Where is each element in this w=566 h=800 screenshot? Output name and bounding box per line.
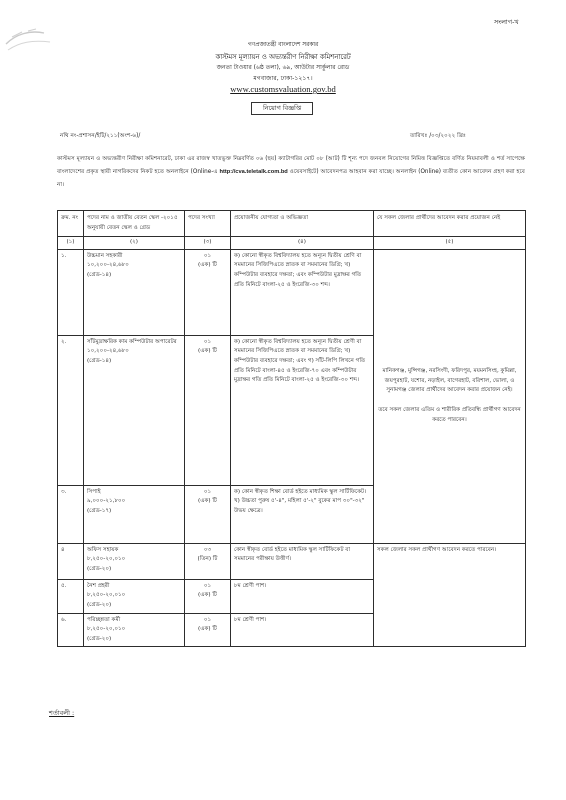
post-count: ০১ — [203, 252, 212, 259]
column-number: (১) — [58, 237, 84, 250]
row-qualification: ৮ম শ্রেণী পাশ। — [231, 613, 374, 647]
row-post — [84, 335, 185, 485]
pay-scale: ৯,০০০-২১,৮০০ — [87, 498, 126, 505]
post-count: ০১ — [203, 338, 212, 345]
row-post — [84, 579, 185, 613]
header-qualification: প্রয়োজনীয় যোগ্যতা ও অভিজ্ঞতা — [231, 211, 374, 237]
office-name: কাস্টমস মূল্যায়ন ও অভ্যন্তরীণ নিরীক্ষা কমিশনারেট — [215, 53, 351, 61]
row-serial: ১. — [58, 249, 84, 335]
pay-scale: ১০,২০০-২৪,৬৮০ — [87, 348, 129, 355]
pay-grade: (গ্রেড-১৪) — [87, 271, 112, 278]
vacancy-table — [57, 210, 526, 647]
row-count — [185, 485, 231, 543]
pay-scale: ১০,২০০-২৪,৬৮০ — [87, 262, 129, 269]
row-qualification: ক) কোনো স্বীকৃত বিশ্ববিদ্যালয় হতে অন্যূন দ্বিতীয় শ্রেণী বা সমমানের সিজিপিএতে স্নাতক বা সমমানের ডিগ্রি; খ) কম্পিউটার ব্যবহারে দক্ষতা; এবং গ) সাঁট-লিপি লিখনে গতি প্রতি মিনিটে বাংলা-৪৫ ও ইংরেজি-৭০ এবং কম্পিউটার মুদ্রাক্ষর গতি প্রতি মিনিটে বাংলা-২৫ ও ইংরেজি-৩০ শব্দ। — [231, 335, 374, 485]
pay-grade: (গ্রেড-১৭) — [87, 507, 112, 514]
header-post-name: পদের নাম ও জাতীয় বেতন স্কেল -২০১৫ অনুযায়ী বেতন স্কেল ও গ্রেড — [84, 211, 185, 237]
post-name: নৈশ প্রহরী — [87, 582, 110, 589]
post-count-words: (এক) টি — [198, 498, 217, 505]
notice-title: নিয়োগ বিজ্ঞপ্তি — [251, 102, 313, 115]
row-qualification: ক) কোনো স্বীকৃত বিশ্ববিদ্যালয় হতে অন্যূন দ্বিতীয় শ্রেণি বা সমমানের সিজিপিএতে স্নাতক বা সমমানের ডিগ্রি; খ) কম্পিউটার ব্যবহারে দক্ষতা; এবং কম্পিউটার মুদ্রাক্ষর গতি প্রতি মিনিটে বাংলা-২৫ ও ইংরেজি-৩০ শব্দ। — [231, 249, 374, 335]
post-count-words: (তিন) টি — [197, 556, 218, 563]
terms-heading: শর্তাবলী : — [49, 709, 75, 717]
pay-grade: (গ্রেড-২০) — [87, 635, 112, 642]
memo-number: নথি নং-প্রশাসন/ইটি/২১১(অংশ-৬)/ — [60, 133, 141, 139]
column-number: (৪) — [231, 237, 374, 250]
column-number: (৫) — [374, 237, 526, 250]
government-name: গণপ্রজাতন্ত্রী বাংলাদেশ সরকার — [247, 42, 319, 48]
row-post — [84, 613, 185, 647]
post-name: উচ্চমান সহকারী — [87, 252, 123, 259]
table-row — [58, 543, 526, 579]
excluded-districts-note: তবে সকল জেলার এতিম ও শারীরিক প্রতিবন্ধি প্রার্থীগণ আবেদন করতে পারবেন। — [378, 407, 521, 423]
post-name: পরিচ্ছন্নতা কর্মী — [87, 616, 121, 623]
row-count — [185, 613, 231, 647]
office-city-line: মগবাজার, ঢাকা-১২১৭। — [253, 75, 313, 82]
office-website-link[interactable]: www.customsvaluation.gov.bd — [230, 84, 336, 94]
pay-scale: ৮,২৫০-২০,০১০ — [87, 556, 126, 563]
application-website-link[interactable]: http://cva.teletalk.com.bd — [219, 169, 288, 175]
row-serial: ৩. — [58, 485, 84, 543]
row-count — [185, 579, 231, 613]
row-post — [84, 485, 185, 543]
post-count: ০১ — [203, 582, 212, 589]
post-count-words: (এক) টি — [198, 348, 217, 355]
header-post-count: পদের সংখ্যা — [185, 211, 231, 237]
pay-scale: ৮,২৫০-২০,০১০ — [87, 592, 126, 599]
memo-date: তারিখঃ /০৩/২০২২ খ্রিঃ — [410, 133, 466, 139]
post-name: সিপাই — [87, 488, 101, 495]
row-post — [84, 543, 185, 579]
row-qualification: ৮ম শ্রেণী পাশ। — [231, 579, 374, 613]
row-serial: ৬. — [58, 613, 84, 647]
intro-text-part1: কাস্টমস মূল্যায়ন ও অভ্যন্তরীণ নিরীক্ষা কমিশনারেট, ঢাকা এর রাজস্ব খাতভুক্ত নিম্নবর্ণিত ০৬ (ছয়) ক্যাটাগরির মোট ০৮ (আট) টি শূন্য পদে জনবল নিয়োগের নিমিত্ত বিজ্ঞপ্তিতে বর্ণিত নিয়মাবলী ও শর্ত সাপেক্ষে বাংলাদেশের প্রকৃত স্থায়ী নাগরিকদের নিকট হতে অনলাইনে (Online-এ — [57, 156, 525, 175]
row-serial: ২. — [58, 335, 84, 485]
pay-grade: (গ্রেড-২০) — [87, 565, 112, 572]
row-count — [185, 543, 231, 579]
notice-intro-paragraph — [57, 153, 525, 192]
post-name: অফিস সহায়ক — [87, 546, 119, 553]
row-count — [185, 249, 231, 335]
intro-text-part2: ওয়েবসাইটে) আবেদনপত্র আহবান করা যাচ্ছে। অনলাইন (Online) ব্যতীত কোন আবেদন গ্রহণ করা হবে না। — [57, 169, 525, 188]
post-count-words: (এক) টি — [198, 592, 217, 599]
annex-label: সংলাগ-খ — [494, 18, 519, 26]
office-address-line: জনতা টাওয়ার (৬ষ্ঠ তলা), ৬৯, আউটার সার্কুলার রোড — [216, 64, 350, 71]
pay-grade: (গ্রেড-১৪) — [87, 357, 112, 364]
post-count: ০১ — [203, 488, 212, 495]
post-count: ০৩ — [203, 546, 212, 553]
row-qualification: ক) কোন স্বীকৃত শিক্ষা বোর্ড হইতে মাধ্যমিক স্কুল সার্টিফিকেট। খ) উচ্চতা পুরুষ ৫'-৪", মহিলা ৫'-২" বুকের মাপ ৩০"-৩২" উভয় ক্ষেত্রে। — [231, 485, 374, 543]
header-serial: ক্রম. নং — [58, 211, 84, 237]
table-header-row — [58, 211, 526, 237]
table-row — [58, 249, 526, 335]
row-serial: ৪ — [58, 543, 84, 579]
all-districts-eligible-cell: সকল জেলার সকল প্রার্থীগণ আবেদন করতে পারবেন। — [374, 543, 526, 647]
post-name: সাঁটমুদ্রাক্ষরিক কাম কম্পিউটার অপারেটর — [87, 338, 177, 345]
column-number: (৩) — [185, 237, 231, 250]
pay-scale: ৮,২৫০-২০,০১০ — [87, 626, 126, 633]
excluded-districts-list: মানিকগঞ্জ, মুন্সিগঞ্জ, নরসিংদী, ফরিদপুর, ময়মনসিংহ, কুমিল্লা, জয়পুরহাট, যশোর, নড়াইল, বাগেরহাট, বরিশাল, ভোলা, ও সুনামগঞ্জ জেলার প্রার্থীদের আবেদন করার প্রয়োজন নেই। — [382, 368, 517, 394]
post-count-words: (এক) টি — [198, 626, 217, 633]
post-count: ০১ — [203, 616, 212, 623]
row-qualification: কোন স্বীকৃত বোর্ড হইতে মাধ্যমিক স্কুল সার্টিফিকেট বা সমমানের পরীক্ষায় উত্তীর্ণ। — [231, 543, 374, 579]
header-excluded-districts: যে সকল জেলার প্রার্থীদের আবেদন করার প্রয়োজন নেই — [374, 211, 526, 237]
row-count — [185, 335, 231, 485]
column-number: (২) — [84, 237, 185, 250]
row-serial: ৫. — [58, 579, 84, 613]
column-number-row — [58, 237, 526, 250]
post-count-words: (এক) টি — [198, 262, 217, 269]
row-post — [84, 249, 185, 335]
pay-grade: (গ্রেড-২০) — [87, 601, 112, 608]
excluded-districts-cell — [374, 249, 526, 543]
